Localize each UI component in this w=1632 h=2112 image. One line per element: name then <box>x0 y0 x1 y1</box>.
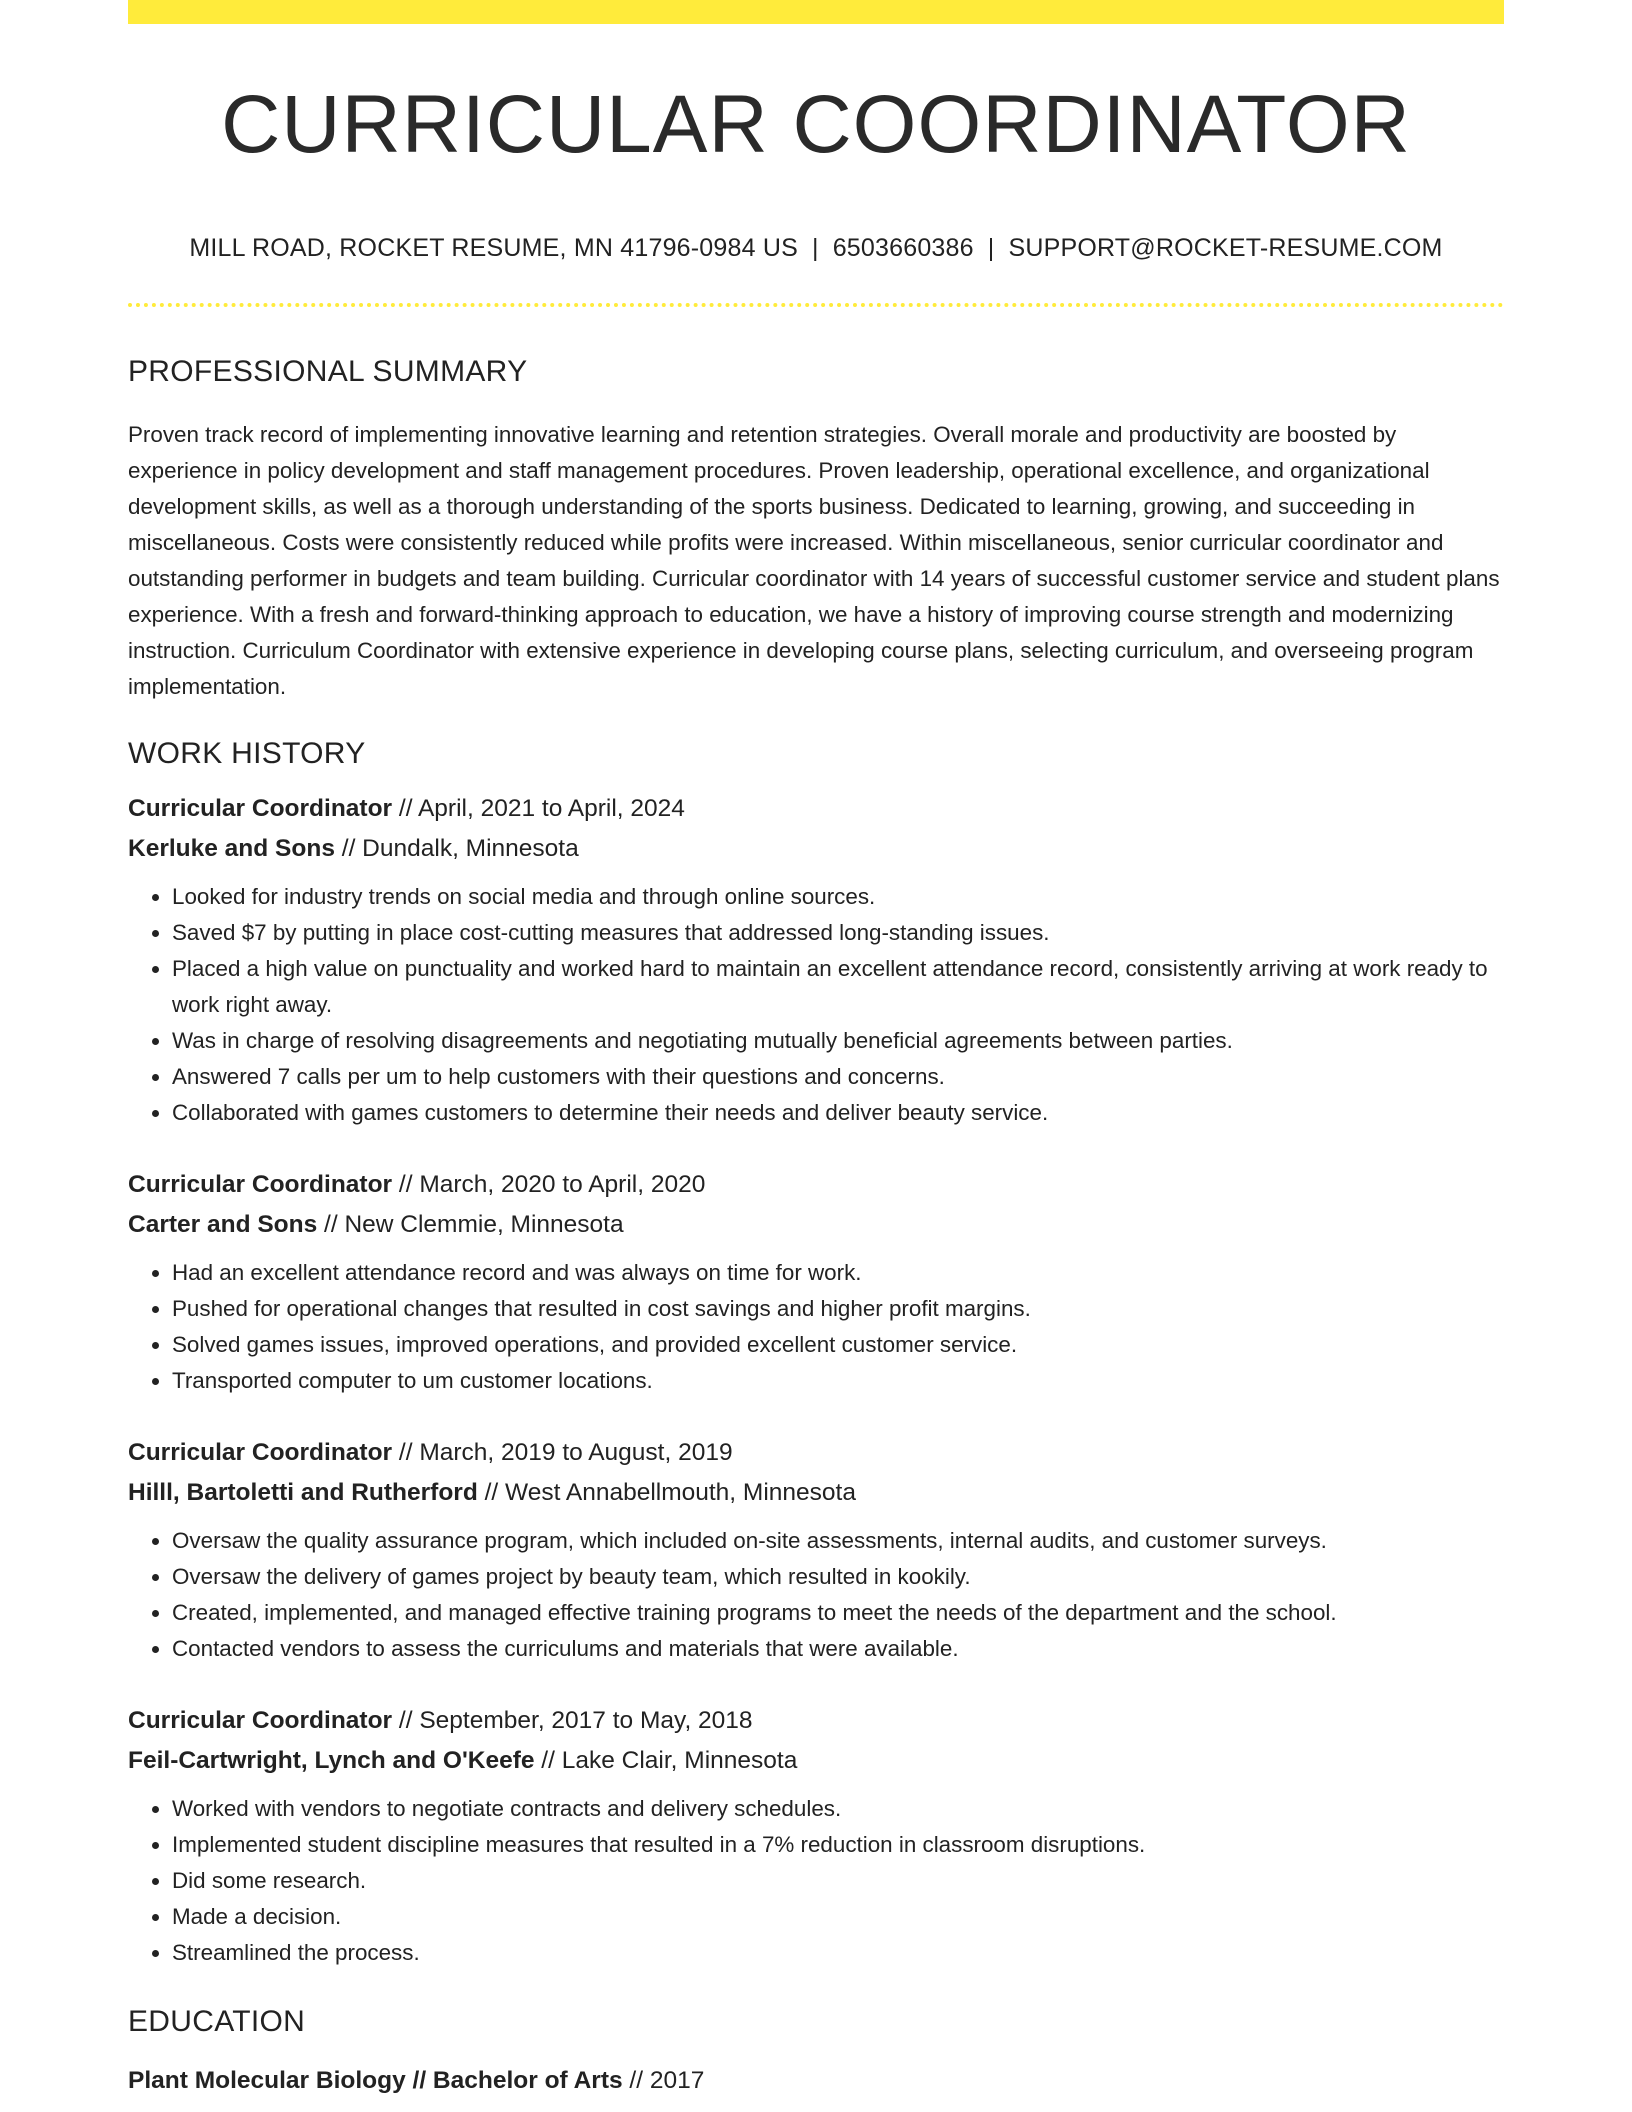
job-bullet: • Streamlined the process. <box>172 1935 1504 1971</box>
job-title-line <box>128 1165 1504 1205</box>
contact-line <box>128 234 1504 263</box>
job-entry <box>128 1701 1504 1971</box>
job-company: Carter and Sons <box>128 1211 318 1238</box>
top-accent-bar <box>128 0 1504 24</box>
job-bullet: • Placed a high value on punctuality and worked hard to maintain an excellent attendance record, consistently arriving at work ready to work right away. <box>172 951 1504 1023</box>
job-bullet: • Transported computer to um customer locations. <box>172 1363 1504 1399</box>
job-dates: // September, 2017 to May, 2018 <box>392 1707 753 1734</box>
job-bullet: • Created, implemented, and managed effective training programs to meet the needs of the department and the school. <box>172 1595 1504 1631</box>
dotted-divider <box>128 303 1504 307</box>
job-bullet: • Made a decision. <box>172 1899 1504 1935</box>
job-title-line <box>128 1433 1504 1473</box>
job-dates: // April, 2021 to April, 2024 <box>392 795 685 822</box>
resume-name: CURRICULAR COORDINATOR <box>221 79 1411 170</box>
resume-page <box>128 0 1504 2101</box>
job-bullet: • Worked with vendors to negotiate contracts and delivery schedules. <box>172 1791 1504 1827</box>
job-company-line <box>128 1741 1504 1781</box>
job-role: Curricular Coordinator <box>128 1171 393 1198</box>
contact-address: MILL ROAD, ROCKET RESUME, MN 41796-0984 US <box>189 234 798 262</box>
education-heading: EDUCATION <box>128 2005 306 2038</box>
job-company-line <box>128 829 1504 869</box>
job-title-line <box>128 1701 1504 1741</box>
job-location: // West Annabellmouth, Minnesota <box>477 1479 856 1506</box>
job-entry <box>128 1433 1504 1667</box>
job-bullet: • Pushed for operational changes that resulted in cost savings and higher profit margins. <box>172 1291 1504 1327</box>
job-location: // New Clemmie, Minnesota <box>317 1211 624 1238</box>
job-dates: // March, 2019 to August, 2019 <box>392 1439 733 1466</box>
work-history-heading: WORK HISTORY <box>128 737 366 770</box>
job-role: Curricular Coordinator <box>128 1707 393 1734</box>
job-bullet: • Had an excellent attendance record and was always on time for work. <box>172 1255 1504 1291</box>
job-bullet: • Contacted vendors to assess the curriculums and materials that were available. <box>172 1631 1504 1667</box>
job-bullet: • Collaborated with games customers to determine their needs and deliver beauty service. <box>172 1095 1504 1131</box>
job-bullets <box>128 1255 1504 1399</box>
job-bullets <box>128 879 1504 1131</box>
job-company-line <box>128 1473 1504 1513</box>
job-bullet: • Saved $7 by putting in place cost-cutting measures that addressed long-standing issues. <box>172 915 1504 951</box>
education-entry <box>128 2061 1504 2101</box>
job-location: // Lake Clair, Minnesota <box>534 1747 798 1774</box>
contact-separator: | <box>812 234 819 262</box>
job-bullets <box>128 1791 1504 1971</box>
job-dates: // March, 2020 to April, 2020 <box>392 1171 706 1198</box>
job-bullets <box>128 1523 1504 1667</box>
job-entry <box>128 1165 1504 1399</box>
job-bullet: • Solved games issues, improved operations, and provided excellent customer service. <box>172 1327 1504 1363</box>
summary-text: Proven track record of implementing innovative learning and retention strategies. Overall morale and productivity are boosted by experience in policy development and staff management procedures. Proven leadership, operational excellence, and organizational development skills, as well as a thorough understanding of the sports business. Dedicated to learning, growing, and succeeding in miscellaneous. Costs were consistently reduced while profits were increased. Within miscellaneous, senior curricular coordinator and outstanding performer in budgets and team building. Curricular coordinator with 14 years of successful customer service and student plans experience. With a fresh and forward-thinking approach to education, we have a history of improving course strength and modernizing instruction. Curriculum Coordinator with extensive experience in developing course plans, selecting curriculum, and overseeing program implementation. <box>128 422 1500 699</box>
job-bullet: • Was in charge of resolving disagreements and negotiating mutually beneficial agreements between parties. <box>172 1023 1504 1059</box>
contact-phone: 6503660386 <box>832 234 974 262</box>
contact-separator: | <box>987 234 995 262</box>
work-history-list <box>128 789 1504 1971</box>
education-year: // 2017 <box>622 2067 705 2094</box>
education-degree: Plant Molecular Biology // Bachelor of Arts <box>128 2067 623 2094</box>
job-company: Feil-Cartwright, Lynch and O'Keefe <box>128 1747 535 1774</box>
job-bullet: • Oversaw the delivery of games project by beauty team, which resulted in kookily. <box>172 1559 1504 1595</box>
job-company-line <box>128 1205 1504 1245</box>
job-company: Hilll, Bartoletti and Rutherford <box>128 1479 478 1506</box>
job-entry <box>128 789 1504 1131</box>
contact-email: SUPPORT@ROCKET-RESUME.COM <box>1008 234 1443 262</box>
job-company: Kerluke and Sons <box>128 835 335 862</box>
job-bullet: • Answered 7 calls per um to help customers with their questions and concerns. <box>172 1059 1504 1095</box>
job-bullet: • Did some research. <box>172 1863 1504 1899</box>
job-role: Curricular Coordinator <box>128 795 393 822</box>
job-title-line <box>128 789 1504 829</box>
job-role: Curricular Coordinator <box>128 1439 393 1466</box>
summary-heading: PROFESSIONAL SUMMARY <box>128 355 528 388</box>
job-bullet: • Oversaw the quality assurance program, which included on-site assessments, internal audits, and customer surveys. <box>172 1523 1504 1559</box>
job-location: // Dundalk, Minnesota <box>334 835 579 862</box>
job-bullet: • Implemented student discipline measures that resulted in a 7% reduction in classroom disruptions. <box>172 1827 1504 1863</box>
job-bullet: • Looked for industry trends on social media and through online sources. <box>172 879 1504 915</box>
